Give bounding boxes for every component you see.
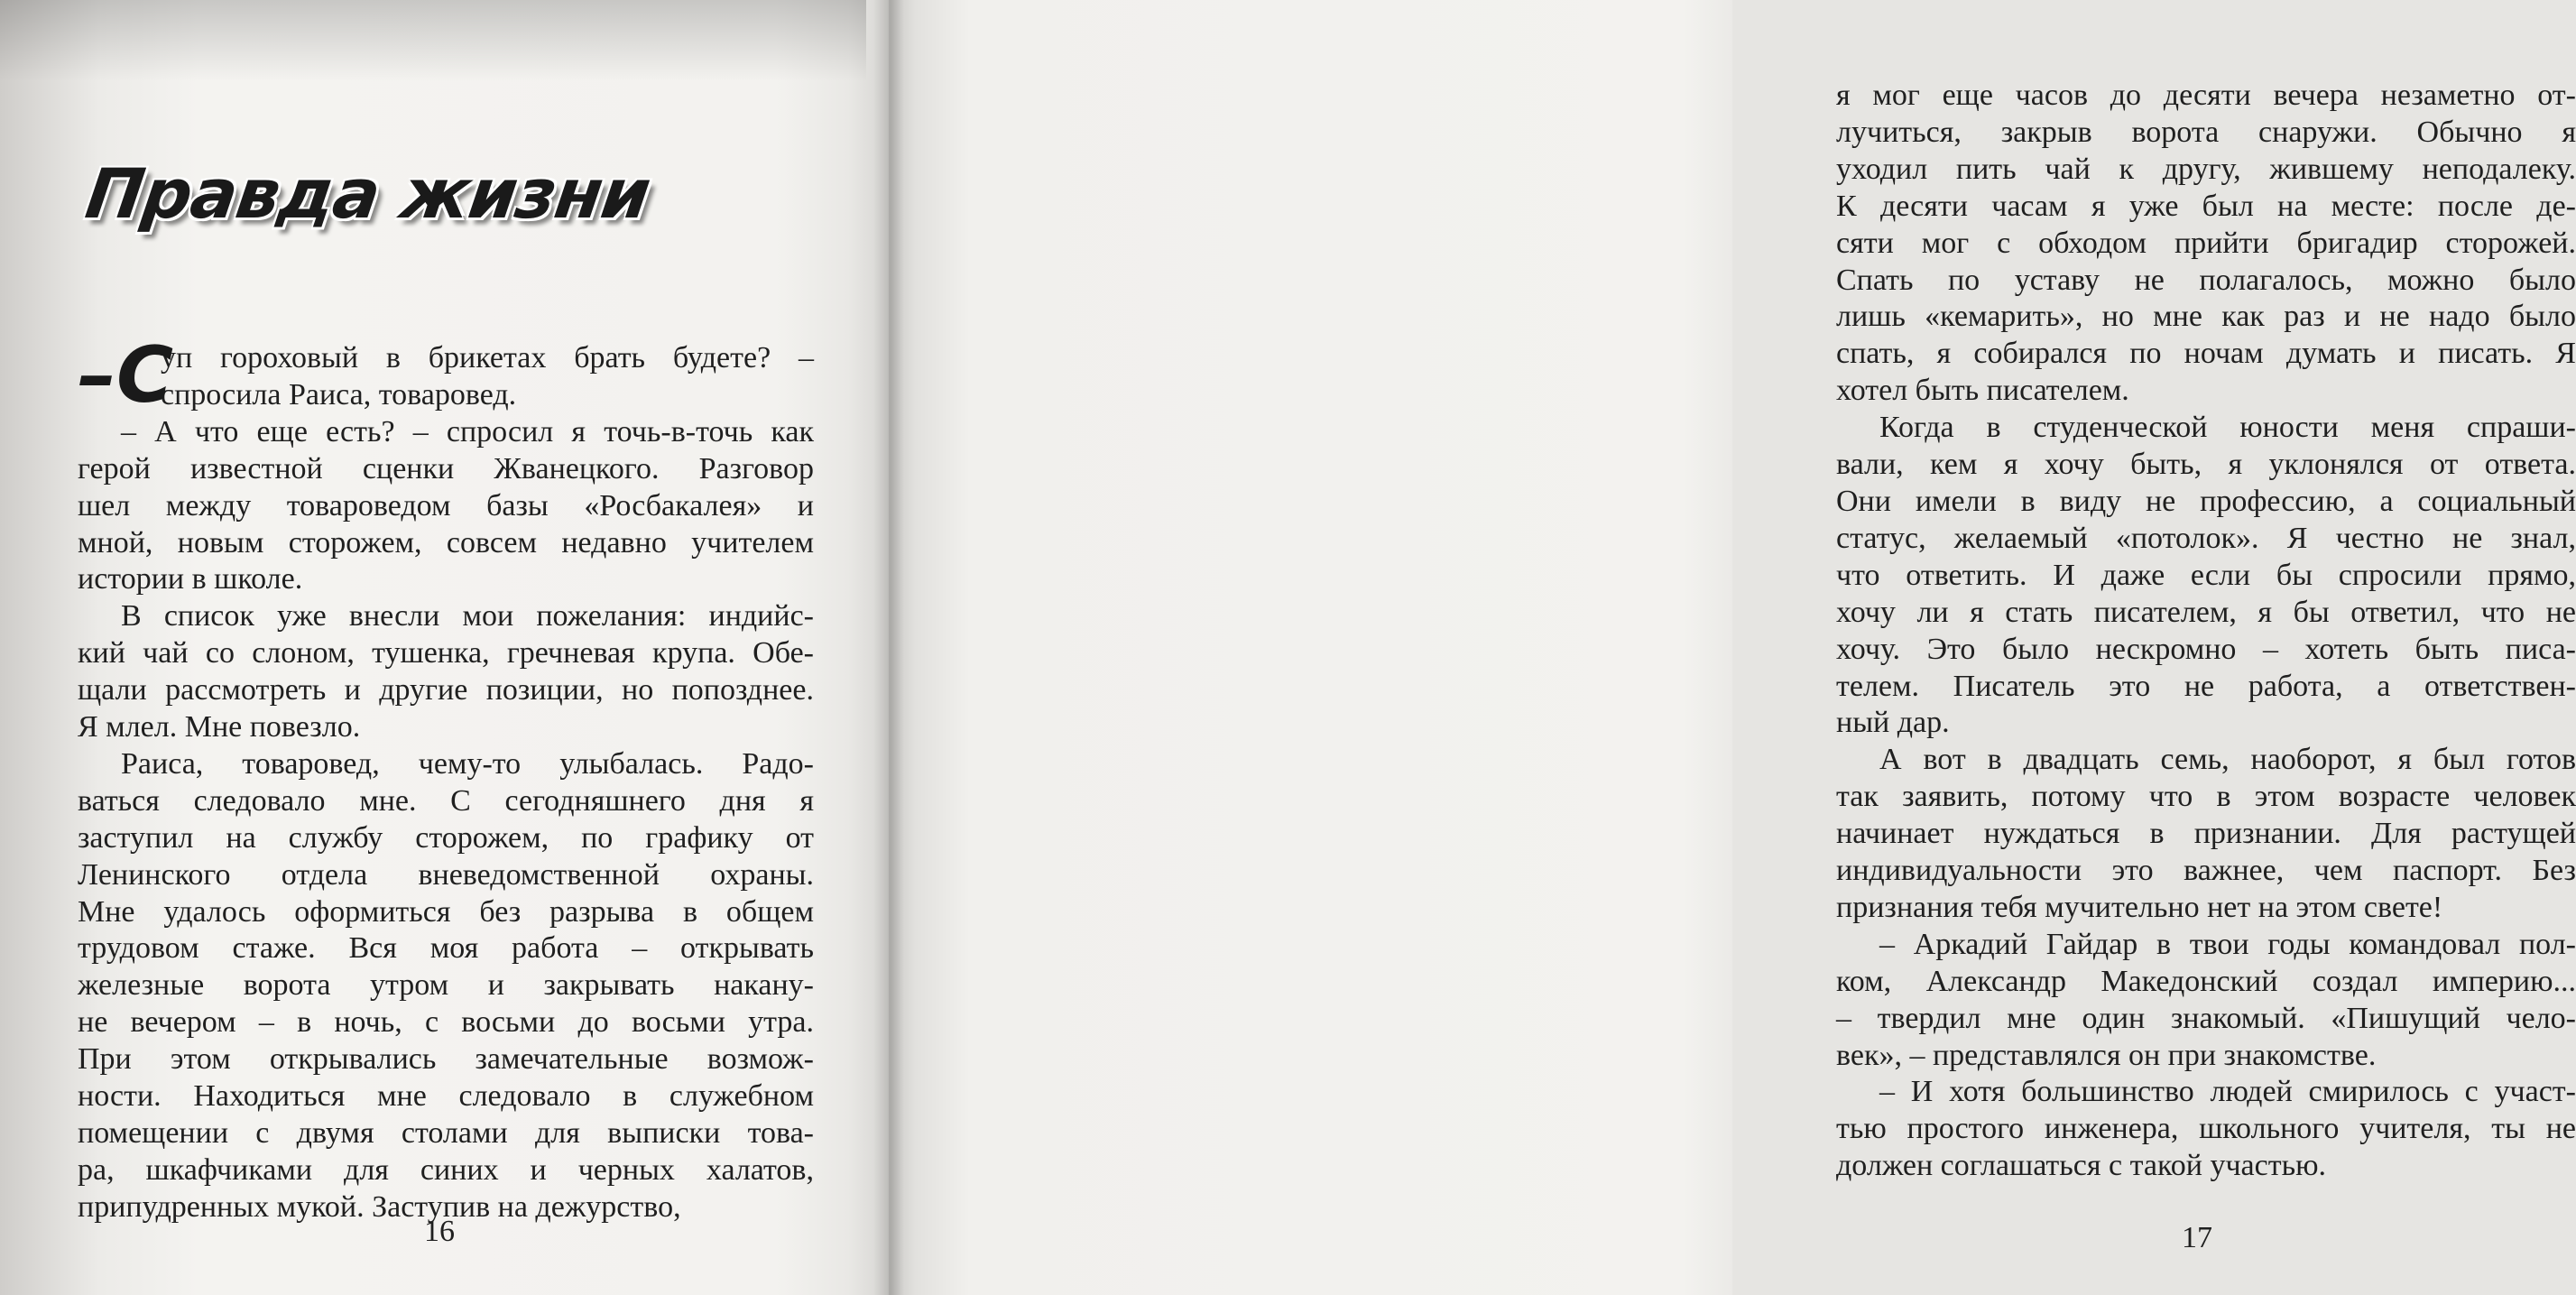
bleed-through-text [81, 68, 812, 104]
text-line: Они имели в виду не профессию, а социальный [1836, 484, 2576, 518]
text-line: так заявить, потому что в этом возрасте человек [1836, 780, 2576, 814]
text-line: сяти мог с обходом прийти бригадир сторожей. [1836, 226, 2576, 260]
text-line: Спать по уставу не полагалось, можно было [1836, 263, 2576, 297]
text-line: – А что еще есть? – спросил я точь-в-точь как [121, 414, 814, 449]
text-line: ный дар. [1836, 706, 1950, 740]
text-line: индивидуальности это важнее, чем паспорт. Без [1836, 854, 2576, 888]
paragraph [78, 598, 814, 746]
right-page-text [1836, 78, 2576, 1185]
left-paragraphs [78, 414, 814, 1226]
opening-paragraph [78, 330, 814, 421]
text-line: трудовом стаже. Вся моя работа – открывать [78, 931, 814, 966]
text-line: ком, Александр Македонский создал империю... [1836, 964, 2576, 998]
text-line: статус, желаемый «потолок». Я честно не знал, [1836, 521, 2576, 555]
text-line: спать, я собирался по ночам думать и писать. Я [1836, 337, 2576, 371]
paragraph [1836, 927, 2576, 1075]
text-line: лишь «кемарить», но мне как раз и не надо было [1836, 300, 2576, 334]
text-line: тью простого инженера, школьного учителя, ты не [1836, 1112, 2576, 1146]
text-line: При этом открывались замечательные возмож- [78, 1042, 814, 1077]
text-line: телем. Писатель это не работа, а ответствен- [1836, 669, 2576, 703]
paragraph [1836, 410, 2576, 742]
text-line: ра, шкафчиками для синих и черных халатов, [78, 1152, 814, 1187]
text-line: хочу ли я стать писателем, я бы ответил, что не [1836, 595, 2576, 629]
text-line: истории в школе. [78, 562, 303, 597]
text-line: уходил пить чай к другу, жившему неподалеку. [1836, 152, 2576, 186]
text-line: век», – представлялся он при знакомстве. [1836, 1038, 2377, 1072]
right-paragraphs [1836, 78, 2576, 1185]
text-line: уп гороховый в брикетах брать будете? – [161, 341, 814, 375]
paragraph [78, 746, 814, 1226]
text-line: К десяти часам я уже был на месте: после де- [1836, 189, 2576, 223]
text-line: лучиться, закрыв ворота снаружи. Обычно я [1836, 115, 2576, 149]
page-number-right: 17 [2182, 1221, 2212, 1254]
text-line: кий чай со слоном, тушенка, гречневая крупа. Обе- [78, 636, 814, 671]
text-line: В список уже внесли мои пожелания: индийс- [121, 599, 814, 634]
text-line: ности. Находиться мне следовало в служебном [78, 1079, 814, 1114]
text-line: начинает нуждаться в признании. Для растущей [1836, 817, 2576, 851]
text-line: мной, новым сторожем, совсем недавно учителем [78, 525, 814, 560]
left-page [0, 0, 889, 1295]
text-line: должен соглашаться с такой участью. [1836, 1149, 2326, 1183]
paragraph [1836, 742, 2576, 927]
text-line: Когда в студенческой юности меня спраши- [1879, 411, 2576, 445]
text-line: что ответить. И даже если бы спросили прямо, [1836, 558, 2576, 592]
text-line: железные ворота утром и закрывать накану- [78, 968, 814, 1003]
book-gutter [873, 0, 904, 1295]
chapter-title: Правда жизни [80, 153, 655, 234]
text-line: – твердил мне один знакомый. «Пишущий чело- [1836, 1001, 2576, 1035]
paragraph [78, 414, 814, 599]
paragraph [1836, 78, 2576, 410]
text-line: Я млел. Мне повезло. [78, 710, 361, 745]
paragraph [1836, 1074, 2576, 1185]
text-line: Мне удалось оформиться без разрыва в общем [78, 894, 814, 929]
text-line: хочу. Это было нескромно – хотеть быть писа- [1836, 632, 2576, 666]
text-line: хотел быть писателем. [1836, 374, 2129, 408]
text-line: герой известной сценки Жванецкого. Разговор [78, 451, 814, 486]
page-number-left: 16 [424, 1215, 455, 1248]
text-line: вали, кем я хочу быть, я уклонялся от ответа. [1836, 448, 2576, 482]
text-line: А вот в двадцать семь, наоборот, я был готов [1879, 743, 2576, 777]
drop-cap: –С [78, 330, 174, 421]
text-line: Ленинского отдела вневедомственной охраны. [78, 857, 814, 892]
text-line: щали рассмотреть и другие позиции, но попозднее. [78, 673, 814, 708]
text-line: припудренных мукой. Заступив на дежурство, [78, 1189, 681, 1224]
right-page [889, 0, 2576, 1295]
text-line: – И хотя большинство людей смирилось с участ- [1879, 1075, 2576, 1109]
text-line: я мог еще часов до десяти вечера незаметно от- [1836, 79, 2576, 112]
text-line: ваться следовало мне. С сегодняшнего дня я [78, 783, 814, 818]
text-line: – Аркадий Гайдар в твои годы командовал пол- [1879, 927, 2576, 961]
text-line: спросила Раиса, товаровед. [161, 377, 517, 412]
text-line: признания тебя мучительно нет на этом свете! [1836, 890, 2443, 924]
text-line: не вечером – в ночь, с восьми до восьми утра. [78, 1005, 814, 1040]
text-line: помещении с двумя столами для выписки това- [78, 1116, 814, 1151]
opening-lines [161, 340, 814, 414]
text-line: шел между товароведом базы «Росбакалея» и [78, 488, 814, 523]
text-line: заступил на службу сторожем, по графику от [78, 820, 814, 855]
left-page-text [78, 330, 814, 1226]
text-line: Раиса, товаровед, чему-то улыбалась. Радо- [121, 746, 814, 781]
